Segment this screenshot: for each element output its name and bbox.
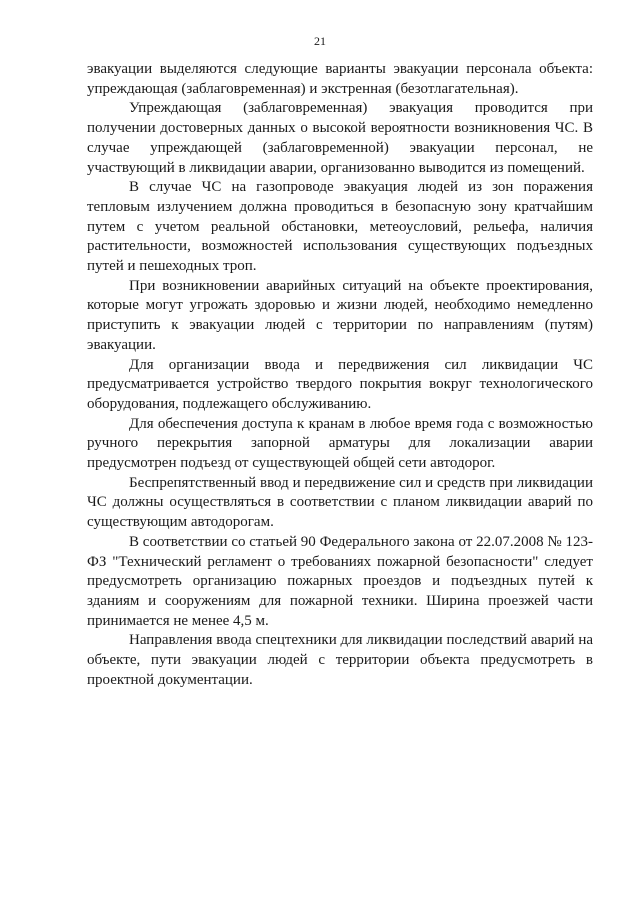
paragraph-evacuation-options: эвакуации выделяются следующие варианты эвакуации персонала объекта: упреждающая (заблаговременная) и экстренная (безотлагательная). [87,61,593,97]
paragraph-valve-access: Для обеспечения доступа к кранам в любое время года с возможностью ручного перекрытия запорной арматуры для локализации аварии предусмотрен подъезд от существующей общей сети автодорог. [87,415,593,472]
paragraph-emergency-situations: При возникновении аварийных ситуаций на объекте проектирования, которые могут угрожать здоровью и жизни людей, необходимо немедленно приступить к эвакуации людей с территории по направлениям (путям) эвакуации. [87,277,593,353]
paragraph-federal-law: В соответствии со статьей 90 Федерального закона от 22.07.2008 № 123-ФЗ "Технический регламент о требованиях пожарной безопасности" следует предусмотреть организацию пожарных проездов и подъездных путей к зданиям и сооружениям для пожарной техники. Ширина проезжей части принимается не менее 4,5 м. [87,533,593,629]
document-body [87,60,593,691]
paragraph-unimpeded-entry: Беспрепятственный ввод и передвижение сил и средств при ликвидации ЧС должны осуществляться в соответствии с планом ликвидации аварий по существующим автодорогам. [87,474,593,531]
paragraph-pipeline-emergency: В случае ЧС на газопроводе эвакуация людей из зон поражения тепловым излучением должна проводиться в безопасную зону кратчайшим путем с учетом реальной обстановки, метеоусловий, рельефа, наличия растительности, возможностей использования существующих подъездных путей и пешеходных троп. [87,179,593,275]
paragraph-special-equipment: Направления ввода спецтехники для ликвидации последствий аварий на объекте, пути эвакуации людей с территории объекта предусмотреть в проектной документации. [87,632,593,688]
page-number: 21 [314,34,326,48]
paragraph-hard-surface: Для организации ввода и передвижения сил ликвидации ЧС предусматривается устройство твердого покрытия вокруг технологического оборудования, подлежащего обслуживанию. [87,356,593,412]
paragraph-preemptive-evacuation: Упреждающая (заблаговременная) эвакуация проводится при получении достоверных данных о высокой вероятности возникновения ЧС. В случае упреждающей (заблаговременной) эвакуации персонал, не участвующий в ликвидации аварии, организованно выводится из помещений. [87,100,593,176]
